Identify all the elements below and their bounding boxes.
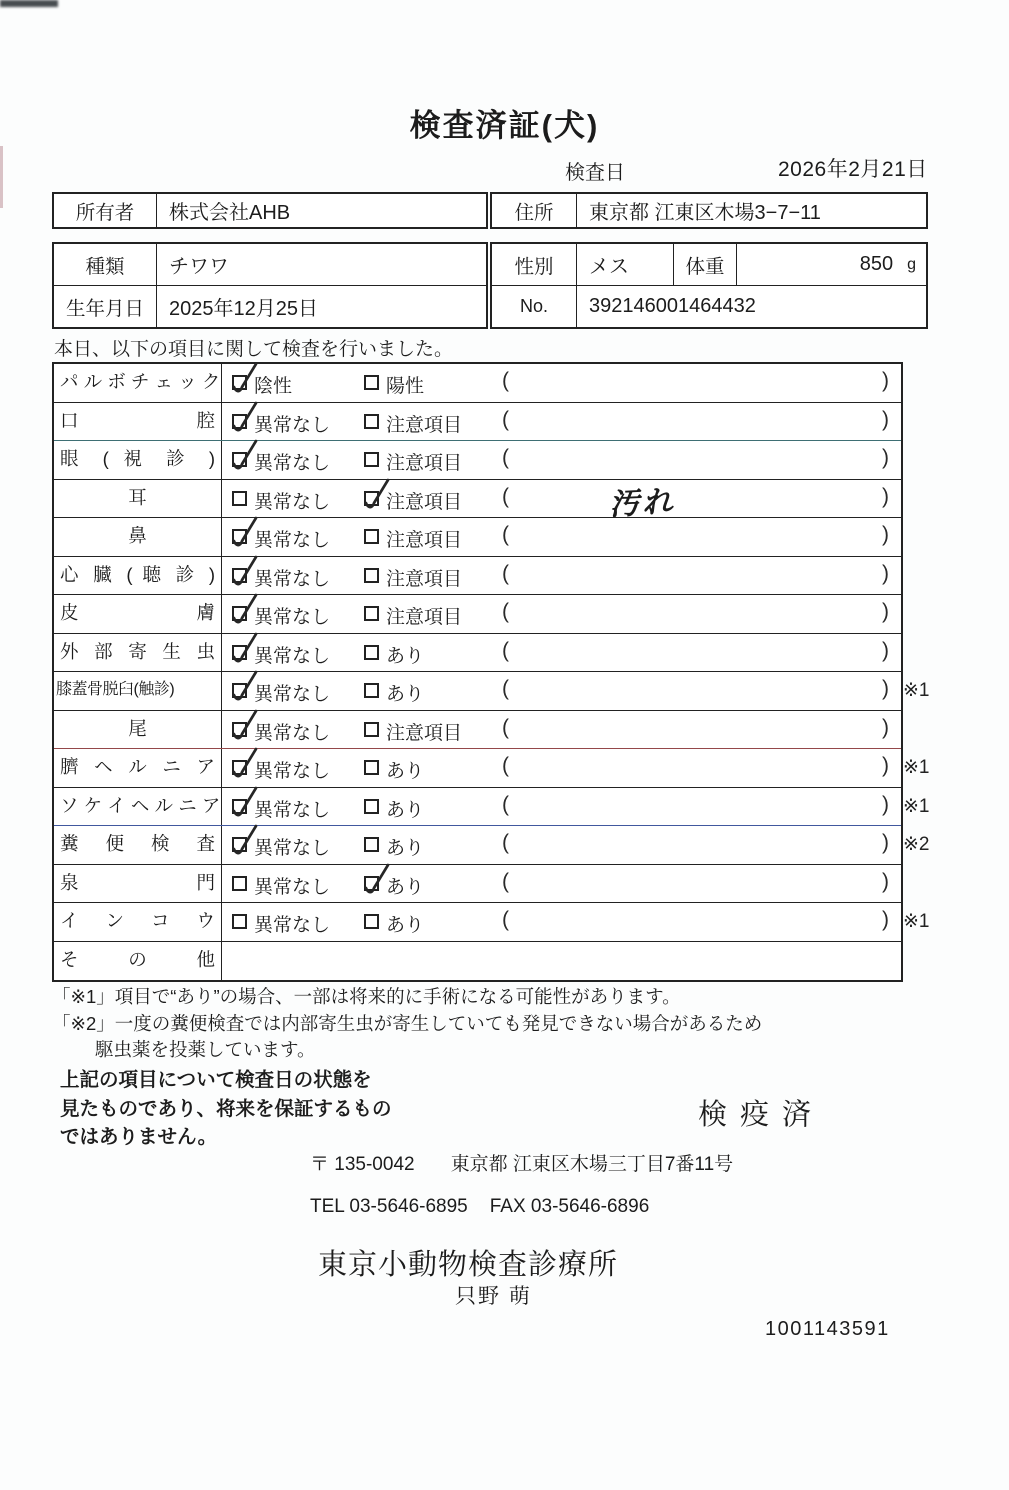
- paren-close: ): [882, 754, 889, 777]
- checkbox-option1: [232, 491, 247, 506]
- inspection-item-content: [222, 865, 901, 903]
- inspection-item-label: 心 臓 ( 聴 診 ): [54, 557, 222, 595]
- disclaimer-line3: ではありません。: [60, 1126, 218, 1148]
- checkbox-option2: [364, 645, 379, 660]
- paren-open: (: [502, 407, 509, 431]
- inspection-table-row: [54, 788, 930, 827]
- option1-label: 異常なし: [254, 876, 331, 898]
- checkbox-option1: [232, 914, 247, 929]
- checkbox-option1: [232, 414, 247, 429]
- species-row: [54, 244, 486, 285]
- page-title: 検査済証(犬): [409, 108, 600, 143]
- checkbox-option2: [364, 876, 379, 891]
- paren-open: (: [502, 908, 509, 931]
- inspection-table-row: [54, 441, 901, 480]
- checkbox-option1: [232, 876, 247, 891]
- inspection-item-label: 臍 ヘ ル ニ ア: [54, 749, 222, 787]
- inspection-item-content: [222, 364, 901, 402]
- inspection-table-row: [54, 942, 901, 981]
- inspection-table-row: [54, 634, 901, 673]
- paren-open: (: [502, 831, 509, 854]
- option2-label: 注意項目: [386, 722, 463, 744]
- birthdate-label: 生年月日: [54, 286, 157, 327]
- checkbox-option1: [232, 799, 247, 814]
- birthdate-value: 2025年12月25日: [169, 298, 318, 320]
- clinic-postal: 〒 135-0042: [310, 1154, 415, 1175]
- sex-label: 性別: [492, 244, 577, 285]
- option1-label: 異常なし: [254, 530, 331, 551]
- option2-label: 注意項目: [386, 530, 463, 551]
- checkbox-option2: [364, 722, 379, 737]
- inspection-item-label: イ ン コ ウ: [54, 903, 222, 941]
- paren-open: (: [502, 792, 509, 816]
- footnote-2-line1: 「※2」一度の糞便検査では内部寄生虫が寄生していても発見できない場合があるため: [52, 1013, 763, 1034]
- option2-label: あり: [386, 799, 425, 821]
- option1-label: 異常なし: [254, 453, 331, 474]
- inspection-table-row: [54, 518, 901, 557]
- owner-label: 所有者: [54, 194, 157, 227]
- checkbox-option1: [232, 375, 247, 390]
- option2-label: 注意項目: [386, 568, 463, 590]
- footnote-marker: ※2: [903, 834, 930, 855]
- inspection-item-content: [222, 942, 901, 981]
- checkbox-option2: [364, 837, 379, 852]
- option1-label: 異常なし: [254, 491, 331, 513]
- sex-weight-row: [492, 244, 926, 285]
- clinic-tel: TEL 03-5646-6895: [310, 1196, 468, 1217]
- checkbox-option2: [364, 683, 379, 698]
- checkbox-option1: [232, 645, 247, 660]
- inspection-table-row: [54, 595, 901, 634]
- inspection-item-content: [222, 403, 901, 441]
- option2-label: あり: [386, 915, 425, 936]
- clinic-address-line: [310, 1149, 733, 1176]
- clinic-name: 東京小動物検査診療所: [318, 1249, 619, 1281]
- inspection-item-content: [222, 903, 901, 941]
- checkbox-option1: [232, 760, 247, 775]
- scan-artifact-left: [0, 146, 3, 208]
- paren-close: ): [882, 407, 889, 431]
- inspection-date-value: 2026年2月21日: [778, 158, 928, 181]
- option2-label: 注意項目: [386, 453, 463, 474]
- option1-label: 異常なし: [254, 568, 331, 590]
- inspector-name: 只野 萌: [455, 1285, 532, 1308]
- inspection-item-label: 泉 門: [54, 865, 222, 903]
- inspection-item-label: 尾: [54, 711, 222, 749]
- checkbox-option2: [364, 452, 379, 467]
- paren-open: (: [502, 561, 509, 585]
- disclaimer-line2: 見たものであり、将来を保証するもの: [60, 1097, 392, 1120]
- inspection-item-content: [222, 711, 901, 749]
- weight-unit: g: [907, 255, 916, 273]
- inspection-item-label: 外 部 寄 生 虫: [54, 634, 222, 672]
- intro-text: 本日、以下の項目に関して検査を行いました。: [54, 339, 454, 360]
- species-dob-box: [52, 242, 488, 329]
- paren-close: ): [882, 600, 889, 623]
- footnote-marker: ※1: [903, 680, 930, 701]
- paren-close: ): [882, 369, 889, 392]
- option1-label: 異常なし: [254, 799, 331, 821]
- checkbox-option1: [232, 452, 247, 467]
- paren-open: (: [502, 638, 509, 662]
- paren-open: (: [502, 600, 509, 623]
- address-label: 住所: [492, 194, 577, 227]
- weight-value: 850: [859, 253, 894, 275]
- option1-label: 異常なし: [254, 722, 331, 744]
- option2-label: あり: [386, 761, 425, 782]
- paren-open: (: [502, 446, 509, 469]
- birthdate-row: [54, 285, 486, 327]
- weight-value-cell: [737, 244, 926, 285]
- species-label: 種類: [54, 244, 157, 285]
- inspection-table-row: [54, 826, 930, 865]
- inspection-item-label: 鼻: [54, 518, 222, 556]
- inspection-item-label: 皮 膚: [54, 595, 222, 633]
- inspection-item-label: 膝蓋骨脱臼(触診): [54, 672, 222, 710]
- inspection-item-label: 耳: [54, 480, 222, 518]
- clinic-tel-line: [310, 1196, 649, 1218]
- checkbox-option1: [232, 683, 247, 698]
- inspection-table-row: [54, 903, 930, 942]
- address-box: [490, 192, 928, 229]
- option1-label: 異常なし: [254, 607, 331, 628]
- inspection-item-content: [222, 518, 901, 556]
- inspection-item-content: [222, 441, 901, 479]
- option1-label: 異常なし: [254, 915, 331, 936]
- handwritten-note: 汚れ: [608, 484, 677, 522]
- option2-label: 注意項目: [386, 414, 463, 436]
- footnote-1: 「※1」項目で“あり”の場合、一部は将来的に手術になる可能性があります。: [52, 986, 681, 1007]
- inspection-table: [52, 362, 930, 982]
- inspection-item-label: ソ ケ イ ヘ ル ニ ア: [54, 788, 222, 826]
- sex-weight-no-box: [490, 242, 928, 329]
- checkbox-option2: [364, 606, 379, 621]
- option1-label: 陰性: [254, 376, 293, 397]
- species-value: チワワ: [169, 256, 229, 278]
- inspection-table-row: [54, 480, 901, 522]
- option2-label: あり: [386, 838, 425, 859]
- checkbox-option1: [232, 529, 247, 544]
- paren-close: ): [882, 792, 889, 816]
- checkbox-option2: [364, 799, 379, 814]
- option1-label: 異常なし: [254, 761, 331, 782]
- option2-label: あり: [386, 645, 425, 667]
- inspection-item-label: パ ル ボ チ ェ ッ ク: [54, 364, 222, 402]
- paren-open: (: [502, 715, 509, 739]
- owner-box: [52, 192, 488, 229]
- paren-close: ): [882, 908, 889, 931]
- inspection-item-content: [222, 557, 901, 595]
- inspection-item-content: [222, 788, 901, 826]
- paren-close: ): [882, 523, 889, 546]
- paren-open: (: [502, 869, 509, 893]
- inspection-date-label: 検査日: [565, 162, 625, 184]
- checkbox-option2: [364, 529, 379, 544]
- checkbox-option2: [364, 914, 379, 929]
- weight-label: 体重: [674, 244, 737, 285]
- inspection-table-row: [54, 749, 930, 788]
- disclaimer-line1: 上記の項目について検査日の状態を: [60, 1069, 372, 1091]
- sex-value: メス: [577, 244, 674, 285]
- option2-label: あり: [386, 684, 425, 705]
- inspection-item-content: [222, 634, 901, 672]
- inspection-table-row: [54, 672, 930, 711]
- clinic-fax: FAX 03-5646-6896: [489, 1196, 650, 1217]
- address-value: 東京都 江東区木場3−7−11: [589, 202, 821, 224]
- serial-number: 1001143591: [765, 1318, 890, 1340]
- inspection-item-content: [222, 595, 901, 633]
- checkbox-option1: [232, 722, 247, 737]
- option2-label: 陽性: [386, 376, 425, 397]
- checkbox-option2: [364, 414, 379, 429]
- checkbox-option1: [232, 837, 247, 852]
- checkbox-option2: [364, 375, 379, 390]
- inspection-item-label: 糞 便 検 査: [54, 826, 222, 864]
- option1-label: 異常なし: [254, 838, 331, 859]
- owner-value: 株式会社AHB: [169, 202, 291, 224]
- inspection-item-label: そ の 他: [54, 942, 222, 981]
- paren-close: ): [882, 869, 889, 893]
- paren-close: ): [882, 561, 889, 585]
- certificate-no-label: No.: [492, 286, 577, 327]
- paren-open: (: [502, 754, 509, 777]
- inspection-item-content: [222, 749, 901, 787]
- footnote-marker: ※1: [903, 911, 930, 932]
- certificate-no-value: 392146001464432: [589, 295, 756, 317]
- option1-label: 異常なし: [254, 414, 331, 436]
- paren-close: ): [882, 677, 889, 700]
- inspection-item-content: [222, 826, 901, 864]
- inspection-table-row: [54, 865, 901, 904]
- option1-label: 異常なし: [254, 645, 331, 667]
- paren-open: (: [502, 369, 509, 392]
- paren-close: ): [882, 831, 889, 854]
- paren-close: ): [882, 484, 889, 508]
- paren-open: (: [502, 484, 509, 508]
- clinic-address: 東京都 江東区木場三丁目7番11号: [450, 1154, 734, 1175]
- inspection-item-label: 眼 ( 視 診 ): [54, 441, 222, 479]
- inspection-item-content: [222, 480, 901, 522]
- option1-label: 異常なし: [254, 684, 331, 705]
- disclaimer-text: [60, 1066, 392, 1152]
- checkbox-option1: [232, 568, 247, 583]
- inspection-table-row: [54, 364, 901, 403]
- inspection-item-label: 口 腔: [54, 403, 222, 441]
- scan-artifact-top: [0, 0, 58, 7]
- footnote-marker: ※1: [903, 757, 930, 778]
- inspection-item-content: [222, 672, 901, 710]
- paren-close: ): [882, 638, 889, 662]
- inspection-table-row: [54, 711, 901, 750]
- paren-close: ): [882, 715, 889, 739]
- option2-label: あり: [386, 876, 425, 898]
- checkbox-option2: [364, 760, 379, 775]
- checkbox-option2: [364, 568, 379, 583]
- checkbox-option2: [364, 491, 379, 506]
- quarantine-stamp: 検疫済: [698, 1099, 825, 1131]
- certificate-no-row: [492, 285, 926, 327]
- inspection-table-row: [54, 403, 901, 442]
- paren-close: ): [882, 446, 889, 469]
- option2-label: 注意項目: [386, 491, 463, 513]
- paren-open: (: [502, 523, 509, 546]
- footnote-2-line2: 駆虫薬を投薬しています。: [95, 1039, 316, 1060]
- inspection-table-row: [54, 557, 901, 596]
- checkbox-option1: [232, 606, 247, 621]
- option2-label: 注意項目: [386, 607, 463, 628]
- paren-open: (: [502, 677, 509, 700]
- footnote-marker: ※1: [903, 795, 930, 817]
